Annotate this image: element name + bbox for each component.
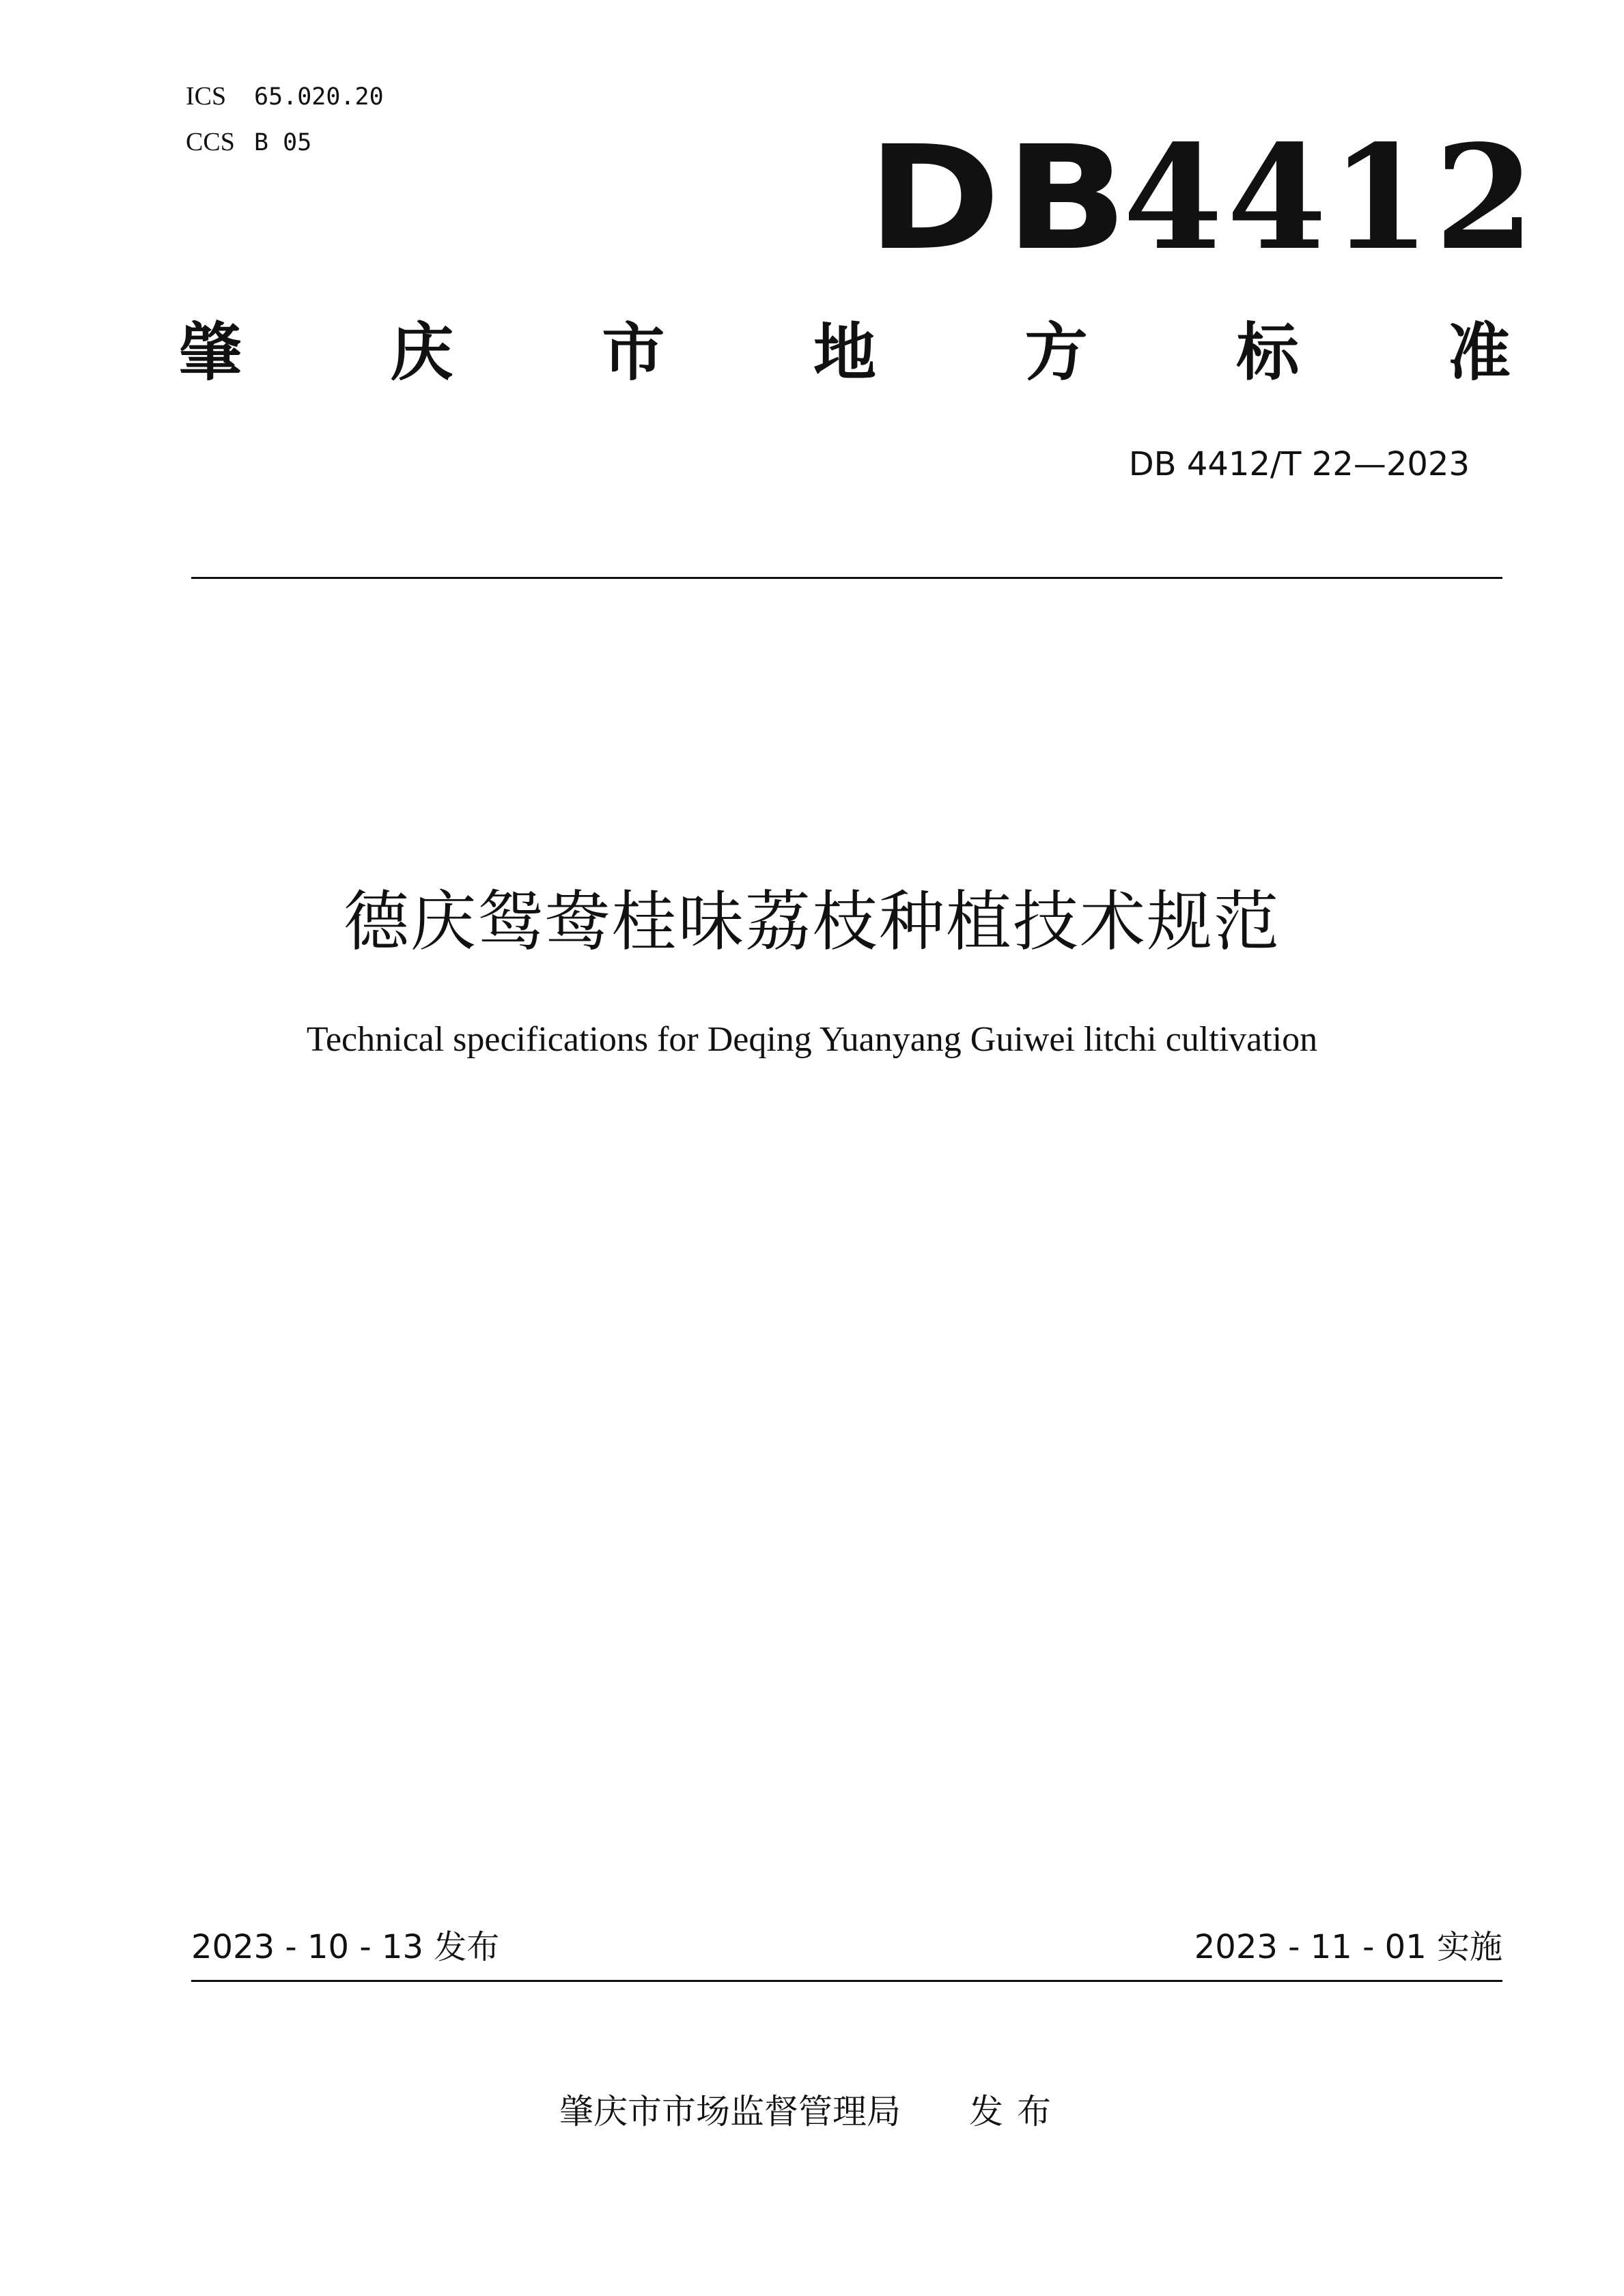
standard-type-char: 方 bbox=[1024, 316, 1088, 389]
header-divider bbox=[191, 577, 1502, 579]
standard-type-char: 标 bbox=[1236, 316, 1300, 389]
publisher-action: 发布 bbox=[969, 2092, 1065, 2131]
standard-number: DB 4412/T 22—2023 bbox=[1128, 445, 1470, 483]
ics-label: ICS bbox=[186, 82, 227, 111]
standard-type-char: 地 bbox=[813, 316, 876, 389]
db-standard-logo bbox=[867, 113, 1539, 282]
standard-type-char: 肇 bbox=[179, 316, 242, 389]
standard-type-heading bbox=[179, 315, 1511, 391]
publisher-name: 肇庆市市场监督管理局 bbox=[559, 2092, 901, 2131]
ccs-label: CCS bbox=[186, 128, 235, 156]
standard-type-char: 准 bbox=[1447, 316, 1511, 389]
db-logo-prefix: DB bbox=[867, 115, 1132, 282]
ics-value: 65.020.20 bbox=[254, 83, 384, 111]
publisher-line bbox=[0, 2088, 1624, 2136]
document-title-chinese: 德庆鸳鸯桂味荔枝种植技术规范 bbox=[344, 883, 1280, 960]
ccs-code-row bbox=[186, 119, 384, 165]
footer-divider bbox=[191, 1980, 1502, 1982]
classification-codes bbox=[186, 74, 384, 165]
db-logo-code: 4412 bbox=[1123, 113, 1539, 282]
issue-date: 2023 - 10 - 13 发布 bbox=[191, 1928, 500, 1966]
standard-type-char: 市 bbox=[602, 316, 665, 389]
implementation-date: 2023 - 11 - 01 实施 bbox=[1194, 1928, 1502, 1966]
ics-code-row bbox=[186, 74, 384, 119]
document-title-english: Technical specifications for Deqing Yuanyang Guiwei litchi cultivation bbox=[306, 1020, 1318, 1059]
standard-type-char: 庆 bbox=[390, 316, 453, 389]
ccs-value: B 05 bbox=[254, 129, 312, 156]
